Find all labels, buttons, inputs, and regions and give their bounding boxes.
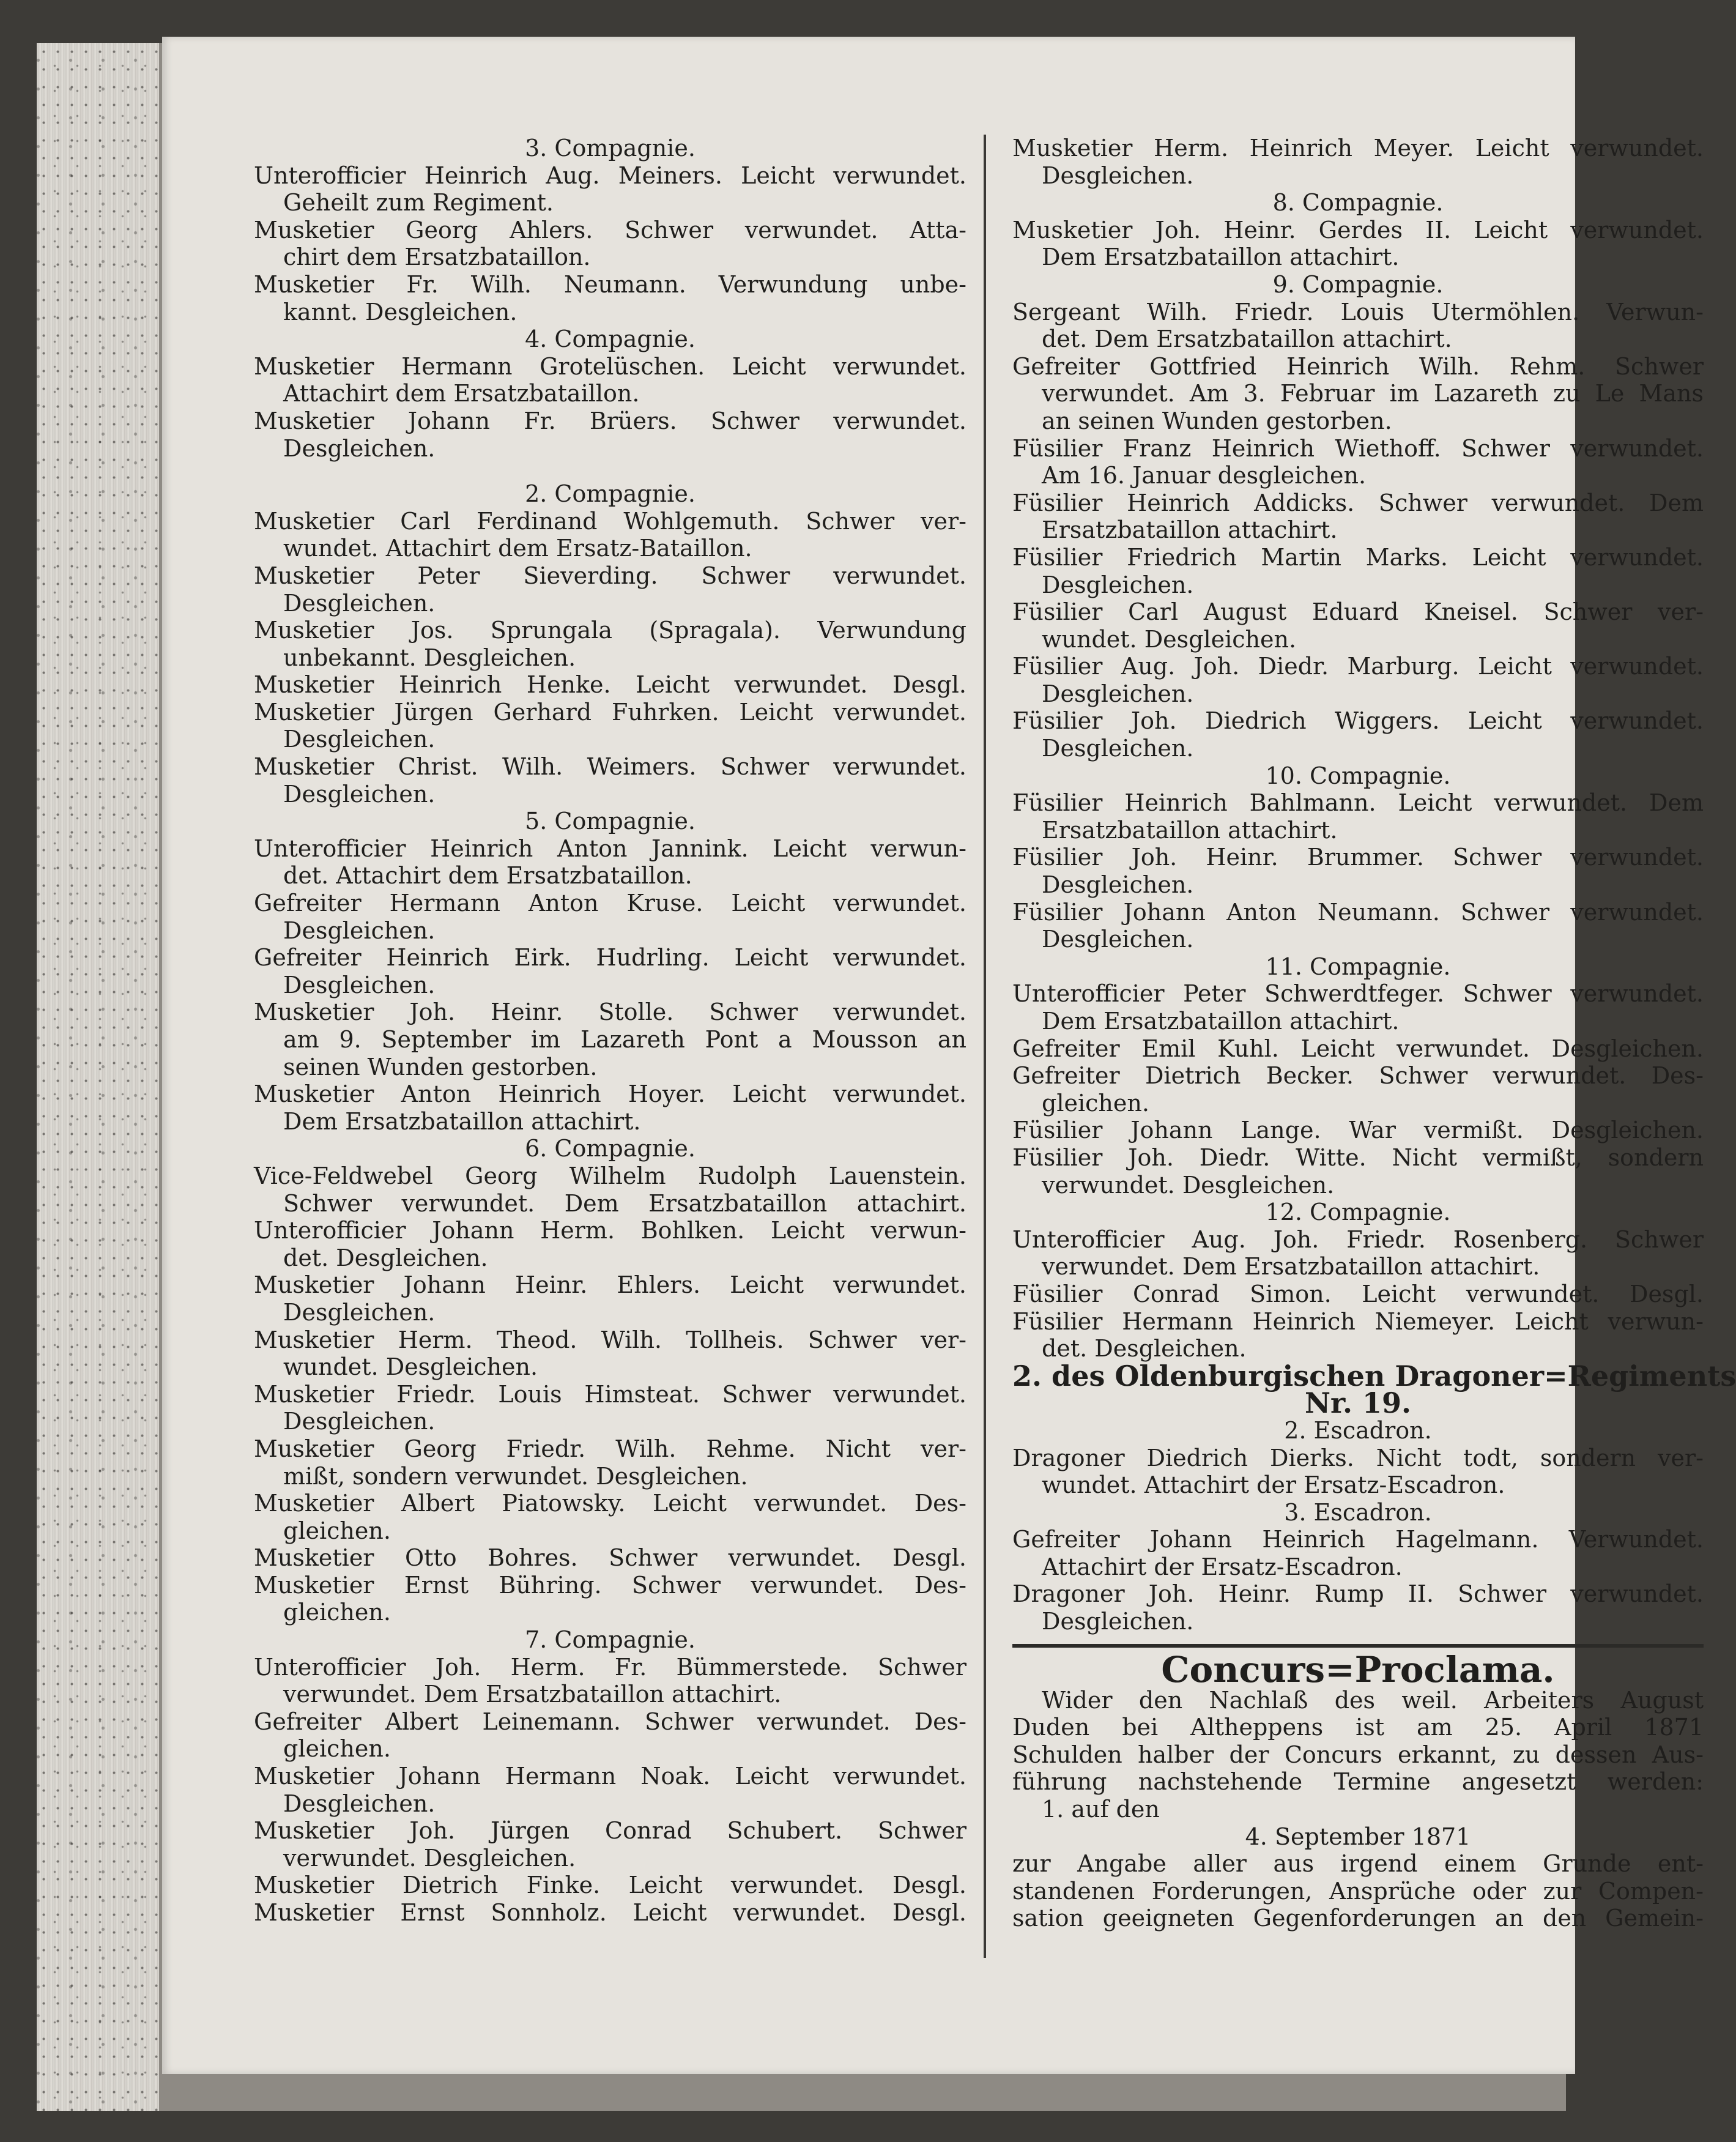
left-column-text-line: unbekannt. Desgleichen. (283, 644, 576, 671)
left-column-text-line: Musketier Anton Heinrich Hoyer. Leicht verwundet. (254, 1080, 966, 1108)
right-column-heading: 12. Compagnie. (1265, 1199, 1451, 1226)
right-column-text-line: Schulden halber der Concurs erkannt, zu dessen Aus- (1012, 1741, 1704, 1768)
left-column-text-line: Attachirt dem Ersatzbataillon. (283, 380, 640, 407)
right-column-text-line: wundet. Attachirt der Ersatz-Escadron. (1042, 1471, 1505, 1499)
right-column-heading: 3. Escadron. (1284, 1498, 1432, 1526)
left-column-heading: 7. Compagnie. (525, 1626, 696, 1654)
left-column-text-line: am 9. September im Lazareth Pont a Mousson an (283, 1026, 966, 1053)
left-column-text-line: Musketier Johann Hermann Noak. Leicht verwundet. (254, 1763, 966, 1790)
left-column-text-line: Musketier Peter Sieverding. Schwer verwundet. (254, 562, 966, 589)
column-rule (984, 135, 986, 1958)
right-column-text-line: Dem Ersatzbataillon attachirt. (1042, 244, 1400, 271)
left-column-text-line: Desgleichen. (283, 589, 436, 617)
right-column-text-line: det. Desgleichen. (1042, 1335, 1247, 1363)
right-column-text-line: Desgleichen. (1042, 926, 1194, 953)
right-column-heading: 8. Compagnie. (1272, 189, 1444, 217)
left-column-text-line: Musketier Ernst Bühring. Schwer verwundet. Des- (254, 1571, 966, 1599)
left-column-text-line: det. Attachirt dem Ersatzbataillon. (283, 862, 692, 890)
right-column-text-line: gleichen. (1042, 1089, 1149, 1117)
left-column-text-line (254, 462, 966, 480)
right-column-text-line: Füsilier Conrad Simon. Leicht verwundet. Desgl. (1012, 1280, 1704, 1307)
left-column-text-line: Unterofficier Heinrich Aug. Meiners. Leicht verwundet. (254, 162, 966, 189)
right-column-text-line: verwundet. Desgleichen. (1042, 1171, 1335, 1199)
left-column-text-line: Desgleichen. (283, 971, 436, 998)
right-column-text-line: Attachirt der Ersatz-Escadron. (1042, 1553, 1403, 1580)
right-column-text-line: Füsilier Hermann Heinrich Niemeyer. Leicht verwun- (1012, 1307, 1704, 1335)
left-column-heading: 6. Compagnie. (525, 1135, 696, 1162)
left-column-text-line: Musketier Joh. Jürgen Conrad Schubert. Schwer (254, 1817, 966, 1845)
left-column-text-line: Musketier Herm. Theod. Wilh. Tollheis. Schwer ver- (254, 1326, 966, 1353)
right-column-text-line: führung nachstehende Termine angesetzt werden: (1012, 1768, 1704, 1796)
right-column-text-line: Füsilier Aug. Joh. Diedr. Marburg. Leicht verwundet. (1012, 653, 1704, 680)
left-column-text-line: det. Desgleichen. (283, 1244, 488, 1271)
left-column-text-line: verwundet. Dem Ersatzbataillon attachirt. (283, 1681, 782, 1708)
right-column-heading: Nr. 19. (1304, 1386, 1412, 1420)
right-column-text-line: Gefreiter Gottfried Heinrich Wilh. Rehm. Schwer (1012, 352, 1704, 380)
left-column-heading: 4. Compagnie. (525, 325, 696, 353)
right-column-text-line: Wider den Nachlaß des weil. Arbeiters August (1042, 1686, 1704, 1714)
left-column-text-line: Musketier Hermann Grotelüschen. Leicht verwundet. (254, 352, 966, 380)
right-column-text-line: Füsilier Heinrich Bahlmann. Leicht verwundet. Dem (1012, 789, 1704, 817)
left-column-text-line: gleichen. (283, 1735, 391, 1763)
left-column-text-line: wundet. Desgleichen. (283, 1353, 538, 1381)
left-column-text-line: Schwer verwundet. Dem Ersatzbataillon attachirt. (283, 1189, 966, 1217)
right-column-text-line: 2. des Oldenburgischen Dragoner=Regiments (1012, 1359, 1736, 1393)
right-column-heading: 11. Compagnie. (1265, 953, 1451, 980)
right-column-heading: Concurs=Proclama. (1012, 1644, 1704, 1687)
left-column-text-line: Musketier Dietrich Finke. Leicht verwundet. Desgl. (254, 1872, 966, 1899)
left-column-text-line: kannt. Desgleichen. (283, 298, 517, 325)
right-column-text-line: Desgleichen. (1042, 680, 1194, 707)
left-column-text-line: Gefreiter Hermann Anton Kruse. Leicht verwundet. (254, 890, 966, 917)
right-column-text-line: Ersatzbataillon attachirt. (1042, 816, 1338, 844)
right-column-text-line: Desgleichen. (1042, 571, 1194, 598)
right-column-heading: 4. September 1871 (1245, 1823, 1471, 1850)
left-column-text-line: Musketier Otto Bohres. Schwer verwundet. Desgl. (254, 1544, 966, 1572)
right-column-text-line: Füsilier Friedrich Martin Marks. Leicht verwundet. (1012, 543, 1704, 571)
right-column-text-line: Unterofficier Peter Schwerdtfeger. Schwer verwundet. (1012, 980, 1704, 1008)
right-column-text-line: Am 16. Januar desgleichen. (1042, 462, 1367, 489)
right-column-text-line: Dragoner Joh. Heinr. Rump II. Schwer verwundet. (1012, 1580, 1704, 1608)
left-column-text-line: Musketier Johann Heinr. Ehlers. Leicht verwundet. (254, 1271, 966, 1299)
right-column-text-line: Unterofficier Aug. Joh. Friedr. Rosenberg. Schwer (1012, 1225, 1704, 1253)
left-column-text-line: Musketier Christ. Wilh. Weimers. Schwer verwundet. (254, 753, 966, 781)
left-column-text-line: seinen Wunden gestorben. (283, 1053, 598, 1080)
left-column-text-line: Desgleichen. (283, 1790, 436, 1817)
left-column-text-line: Musketier Georg Ahlers. Schwer verwundet. Atta- (254, 216, 966, 244)
left-column-text-line: mißt, sondern verwundet. Desgleichen. (283, 1462, 748, 1490)
right-column-text-line: Ersatzbataillon attachirt. (1042, 516, 1338, 544)
right-column-text-line: standenen Forderungen, Ansprüche oder zur Compen- (1012, 1877, 1704, 1905)
newspaper-page (162, 37, 1736, 2074)
right-column-heading: 9. Compagnie. (1272, 270, 1444, 298)
left-column-text-line: Desgleichen. (283, 917, 436, 944)
right-column-text-line: verwundet. Am 3. Februar im Lazareth zu Le Mans (1042, 380, 1704, 407)
left-column-text-line: Desgleichen. (283, 1408, 436, 1435)
left-column-text-line: Gefreiter Heinrich Eirk. Hudrling. Leicht verwundet. (254, 944, 966, 972)
right-column-text-line: Dragoner Diedrich Dierks. Nicht todt, sondern ver- (1012, 1444, 1704, 1471)
left-column-text-line: Musketier Friedr. Louis Himsteat. Schwer verwundet. (254, 1380, 966, 1408)
right-column-text-line: an seinen Wunden gestorben. (1042, 407, 1392, 434)
right-column-text-line: Füsilier Heinrich Addicks. Schwer verwundet. Dem (1012, 489, 1704, 516)
right-column-text-line: Füsilier Joh. Heinr. Brummer. Schwer verwundet. (1012, 844, 1704, 871)
right-column-text-line: Duden bei Altheppens ist am 25. April 1871 (1012, 1714, 1704, 1741)
left-column-text-line: chirt dem Ersatzbataillon. (283, 244, 591, 271)
right-column-text-line: Gefreiter Emil Kuhl. Leicht verwundet. Desgleichen. (1012, 1035, 1704, 1062)
right-column-text-line: Desgleichen. (1042, 871, 1194, 899)
right-column-text-line: Desgleichen. (1042, 162, 1194, 189)
left-column-text-line: Musketier Carl Ferdinand Wohlgemuth. Schwer ver- (254, 507, 966, 535)
left-column-text-line: Musketier Joh. Heinr. Stolle. Schwer verwundet. (254, 998, 966, 1026)
right-column-text-line: Musketier Herm. Heinrich Meyer. Leicht verwundet. (1012, 135, 1704, 162)
left-column-text-line: Dem Ersatzbataillon attachirt. (283, 1107, 641, 1135)
left-column-text-line: gleichen. (283, 1599, 391, 1626)
left-column-text-line: Geheilt zum Regiment. (283, 189, 554, 217)
left-column-text-line: Musketier Fr. Wilh. Neumann. Verwundung unbe- (254, 270, 966, 298)
right-column-text-line: Dem Ersatzbataillon attachirt. (1042, 1008, 1400, 1035)
right-column-text-line: verwundet. Dem Ersatzbataillon attachirt. (1042, 1253, 1540, 1281)
left-column-heading: 5. Compagnie. (525, 808, 696, 835)
right-column-text-line: Desgleichen. (1042, 1608, 1194, 1635)
book (37, 43, 1736, 2111)
left-column-text-line: Unterofficier Johann Herm. Bohlken. Leicht verwun- (254, 1217, 966, 1244)
right-column-text-line: 1. auf den (1042, 1796, 1160, 1823)
right-column-text-line: wundet. Desgleichen. (1042, 625, 1297, 653)
right-column-text-line: Musketier Joh. Heinr. Gerdes II. Leicht verwundet. (1012, 216, 1704, 244)
left-column-heading: 2. Compagnie. (525, 480, 696, 508)
right-column-text-line: Füsilier Johann Anton Neumann. Schwer verwundet. (1012, 898, 1704, 926)
left-column-text-line: Musketier Ernst Sonnholz. Leicht verwundet. Desgl. (254, 1899, 966, 1926)
right-column-text-line: Gefreiter Johann Heinrich Hagelmann. Verwundet. (1012, 1526, 1704, 1553)
left-column-text-line: Desgleichen. (283, 726, 436, 753)
left-column-text-line: Musketier Johann Fr. Brüers. Schwer verwundet. (254, 407, 966, 434)
left-column-text-line: Unterofficier Heinrich Anton Jannink. Leicht verwun- (254, 835, 966, 862)
left-column-text-line: Musketier Georg Friedr. Wilh. Rehme. Nicht ver- (254, 1435, 966, 1462)
left-column-text-line: Unterofficier Joh. Herm. Fr. Bümmerstede. Schwer (254, 1653, 966, 1681)
left-column-text-line: Musketier Jos. Sprungala (Spragala). Verwundung (254, 617, 966, 644)
left-column-text-line: verwundet. Desgleichen. (283, 1844, 576, 1872)
left-column-text-line: Musketier Jürgen Gerhard Fuhrken. Leicht verwundet. (254, 698, 966, 726)
right-column (1012, 135, 1736, 1932)
right-column-text-line: Füsilier Franz Heinrich Wiethoff. Schwer verwundet. (1012, 434, 1704, 462)
left-column-text-line: Vice-Feldwebel Georg Wilhelm Rudolph Lauenstein. (254, 1162, 966, 1189)
right-column-text-line: zur Angabe aller aus irgend einem Grunde ent- (1012, 1850, 1704, 1878)
right-column-text-line: Füsilier Carl August Eduard Kneisel. Schwer ver- (1012, 598, 1704, 626)
right-column-text-line: Füsilier Johann Lange. War vermißt. Desgleichen. (1012, 1117, 1704, 1144)
left-column-text-line: Desgleichen. (283, 434, 436, 462)
right-column-text-line: sation geeigneten Gegenforderungen an den Gemein- (1012, 1905, 1704, 1932)
left-column-text-line: Desgleichen. (283, 780, 436, 808)
right-column-text-line: Sergeant Wilh. Friedr. Louis Utermöhlen. Verwun- (1012, 298, 1704, 325)
left-column-text-line: Desgleichen. (283, 1298, 436, 1326)
right-column-text-line: Füsilier Joh. Diedrich Wiggers. Leicht verwundet. (1012, 707, 1704, 735)
right-column-text-line: det. Dem Ersatzbataillon attachirt. (1042, 325, 1452, 353)
left-column-heading: 3. Compagnie. (525, 135, 696, 162)
left-column (254, 135, 966, 1927)
right-column-heading: 2. Escadron. (1284, 1416, 1432, 1444)
left-column-text-line: wundet. Attachirt dem Ersatz-Bataillon. (283, 535, 752, 562)
right-column-text-line: Gefreiter Dietrich Becker. Schwer verwundet. Des- (1012, 1062, 1704, 1090)
speckled-edge (37, 43, 159, 2111)
right-column-heading: 10. Compagnie. (1265, 762, 1451, 789)
left-column-text-line: gleichen. (283, 1517, 391, 1544)
left-column-text-line: Musketier Heinrich Henke. Leicht verwundet. Desgl. (254, 671, 966, 699)
right-column-text-line: Desgleichen. (1042, 735, 1194, 762)
left-column-text-line: Gefreiter Albert Leinemann. Schwer verwundet. Des- (254, 1708, 966, 1735)
right-column-text-line: Füsilier Joh. Diedr. Witte. Nicht vermißt, sondern (1012, 1144, 1704, 1171)
left-column-text-line: Musketier Albert Piatowsky. Leicht verwundet. Des- (254, 1490, 966, 1517)
